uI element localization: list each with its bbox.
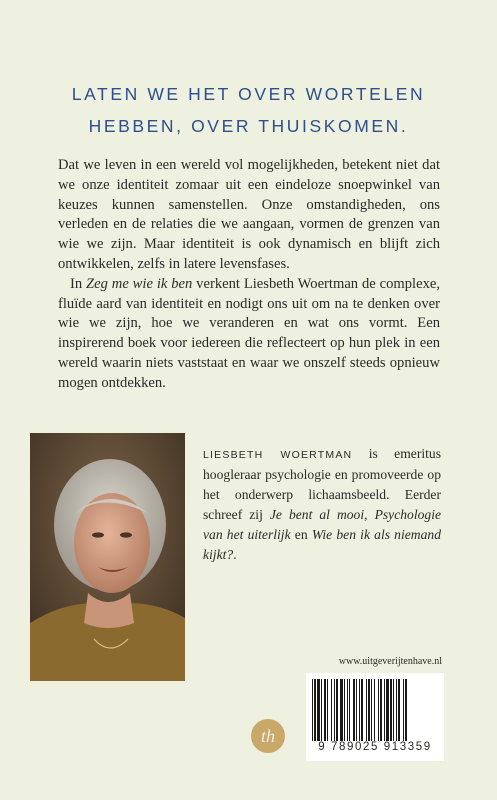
barcode-bar	[398, 679, 400, 741]
headline	[0, 78, 497, 142]
book-3: Wie ben ik als niemand kijkt?	[203, 527, 441, 562]
barcode-bar	[344, 679, 345, 741]
barcode-bar	[321, 679, 322, 741]
headline-line-1: LATEN WE HET OVER WORTELEN	[71, 84, 426, 104]
barcode-bar	[340, 679, 343, 741]
barcode-bar	[390, 679, 392, 741]
bio-separator-2: en	[290, 527, 312, 542]
barcode-bar	[336, 679, 338, 741]
barcode-bar	[312, 679, 313, 741]
blurb-paragraph-1: Dat we leven in een wereld vol mogelijkheden, betekent niet dat we onze identiteit zomaar uit een eindeloze snoepwinkel van keuzes kunnen samenstellen. Onze omstandigheden, ons verleden en de relaties die we aangaan, vormen de grenzen van wie we zijn. Maar identiteit is ook dynamisch en blijft zich ontwikkelen, zelfs in latere levensfases.	[58, 157, 440, 272]
isbn-barcode	[306, 673, 444, 761]
barcode-bar	[405, 679, 407, 741]
blurb-paragraph-2	[58, 275, 440, 394]
barcode-bar	[349, 679, 350, 741]
barcode-bar	[393, 679, 394, 741]
book-2: Psychologie van het uiterlijk	[203, 507, 441, 542]
author-bio-text: is emeritus hoogleraar psychologie en promoveerde op het onderwerp lichaamsbeeld. Eerder schreef zij	[203, 446, 441, 522]
barcode-bar	[396, 679, 397, 741]
blurb-p2-prefix: In	[70, 275, 87, 292]
barcode-bar	[378, 679, 379, 741]
bio-separator-1: ,	[364, 507, 375, 522]
barcode-bar	[353, 679, 355, 741]
barcode-bar	[331, 679, 332, 741]
barcode-bar	[347, 679, 348, 741]
barcode-bar	[366, 679, 367, 741]
logo-text: th	[260, 726, 276, 746]
publisher-url[interactable]: www.uitgeverijtenhave.nl	[338, 656, 442, 667]
book-1: Je bent al mooi	[269, 507, 365, 522]
author-name: LIESBETH WOERTMAN	[203, 449, 353, 461]
barcode-bar	[361, 679, 363, 741]
barcode-digits: 9 789025 913359	[318, 741, 432, 753]
barcode-bar	[403, 679, 404, 741]
bio-end: .	[233, 547, 237, 562]
ten-have-logo-icon	[250, 718, 286, 754]
barcode-icon	[310, 679, 440, 741]
barcode-bar	[371, 679, 372, 741]
barcode-bar	[380, 679, 382, 741]
barcode-bar	[334, 679, 335, 741]
barcode-bar	[314, 679, 316, 741]
author-photo	[30, 433, 185, 681]
barcode-bar	[384, 679, 385, 741]
author-bio	[203, 444, 441, 565]
blurb	[58, 156, 440, 394]
barcode-bar	[386, 679, 389, 741]
book-title: Zeg me wie ik ben	[86, 275, 193, 292]
barcode-bar	[324, 679, 326, 741]
blurb-p2-rest: verkent Liesbeth Woertman de complexe, fluïde aard van identiteit en nodigt ons uit om na te denken over wie we zijn, hoe we veranderen en wat ons vormt. Een inspirerend boek voor iedereen die reflecteert op hun plek in een wereld waarin niets vaststaat en waar we onszelf steeds opnieuw mogen ontdekken.	[58, 275, 440, 391]
author-portrait-icon	[30, 433, 185, 681]
barcode-bar	[356, 679, 357, 741]
barcode-bar	[368, 679, 370, 741]
barcode-bar	[374, 679, 375, 741]
barcode-bar	[359, 679, 360, 741]
barcode-bar	[327, 679, 328, 741]
barcode-bar	[317, 679, 320, 741]
headline-line-2: HEBBEN, OVER THUISKOMEN.	[88, 116, 409, 136]
